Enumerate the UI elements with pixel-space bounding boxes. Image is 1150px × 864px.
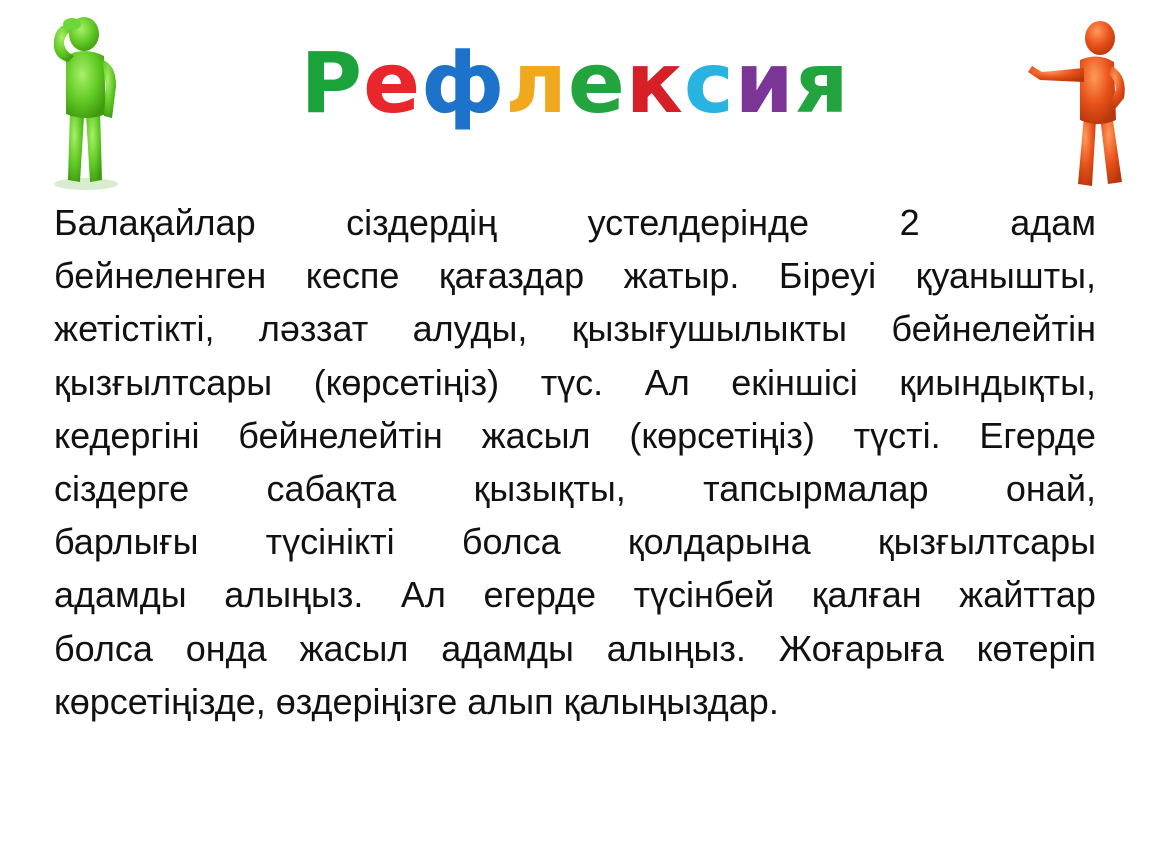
text-line xyxy=(54,515,1096,568)
text-word: онда xyxy=(185,627,267,669)
text-line xyxy=(54,356,1096,409)
title-letter: ф xyxy=(421,34,506,132)
text-word: алыңыз. xyxy=(224,574,364,616)
text-word: Ал xyxy=(644,361,690,403)
text-word: екіншісі xyxy=(731,361,858,403)
text-line xyxy=(54,302,1096,355)
text-line xyxy=(54,622,1096,675)
text-word: сіздерге xyxy=(54,467,190,509)
text-word: егерде xyxy=(483,574,597,616)
body-paragraph xyxy=(54,196,1096,728)
text-word: қағаздар xyxy=(438,255,585,297)
text-word: қызықты, xyxy=(473,467,626,509)
text-word: адам xyxy=(1010,202,1096,243)
text-word: болса xyxy=(54,627,153,669)
text-word: болса xyxy=(461,521,561,563)
text-word: жасыл xyxy=(299,627,409,669)
text-word: алуды, xyxy=(412,308,528,350)
text-word: (көрсетіңіз) xyxy=(629,414,815,456)
title-letter: и xyxy=(734,34,795,132)
title-letter: с xyxy=(683,34,735,132)
text-word: түсінікті xyxy=(265,521,395,563)
title-letter: Р xyxy=(300,34,364,132)
text-word: қуанышты, xyxy=(915,255,1096,297)
text-word: Егерде xyxy=(979,414,1096,456)
title-letter: е xyxy=(567,34,626,132)
text-word: адамды xyxy=(441,627,574,669)
title-letter: л xyxy=(505,34,568,132)
text-word: Жоғарыға xyxy=(778,627,944,669)
text-word: көтеріп xyxy=(976,627,1096,669)
text-word: (көрсетіңіз) xyxy=(313,361,500,403)
text-word: қиындықты, xyxy=(899,361,1096,403)
text-line xyxy=(54,462,1096,515)
text-line xyxy=(54,196,1096,249)
text-word: түсті. xyxy=(853,414,941,456)
text-word: бейнеленген xyxy=(54,255,267,297)
text-word: кедергіні xyxy=(54,414,200,456)
text-word: ләззат xyxy=(258,308,369,350)
text-word: адамды xyxy=(54,574,187,616)
text-word: қалған xyxy=(811,574,922,616)
text-word: онай, xyxy=(1005,467,1096,509)
text-word: алыңыз. xyxy=(606,627,746,669)
title-letter: к xyxy=(625,34,684,132)
title-letter: я xyxy=(794,34,850,132)
text-word: жетістікті, xyxy=(54,308,215,350)
text-line xyxy=(54,568,1096,621)
text-word: сіздердің xyxy=(346,202,497,243)
text-word: кеспе xyxy=(305,255,400,297)
text-word: жайттар xyxy=(959,574,1096,616)
text-word: түс. xyxy=(540,361,604,403)
text-word: жасыл xyxy=(481,414,591,456)
text-word: көрсетіңізде, өздеріңізге алып қалыңыздар. xyxy=(54,680,779,722)
text-word: түсінбей xyxy=(633,574,775,616)
title-letter: е xyxy=(363,34,422,132)
text-word: бейнелейтін xyxy=(238,414,443,456)
text-word: қолдарына xyxy=(627,521,811,563)
text-word: Балақайлар xyxy=(54,202,256,243)
slide-title xyxy=(0,28,1150,138)
text-word: Біреуі xyxy=(778,255,877,297)
text-word: Ал xyxy=(400,574,446,616)
text-word: жатыр. xyxy=(623,255,740,297)
text-word: қызғылтсары xyxy=(877,521,1096,563)
text-line xyxy=(54,249,1096,302)
text-line xyxy=(54,675,1096,728)
text-word: қызығушылыкты xyxy=(571,308,848,350)
text-word: 2 xyxy=(899,202,920,243)
text-word: барлығы xyxy=(54,521,199,563)
text-line xyxy=(54,409,1096,462)
text-word: сабақта xyxy=(266,467,397,509)
text-word: тапсырмалар xyxy=(703,467,929,509)
text-word: бейнелейтін xyxy=(891,308,1096,350)
text-word: устелдерінде xyxy=(587,202,810,243)
text-word: қызғылтсары xyxy=(54,361,273,403)
